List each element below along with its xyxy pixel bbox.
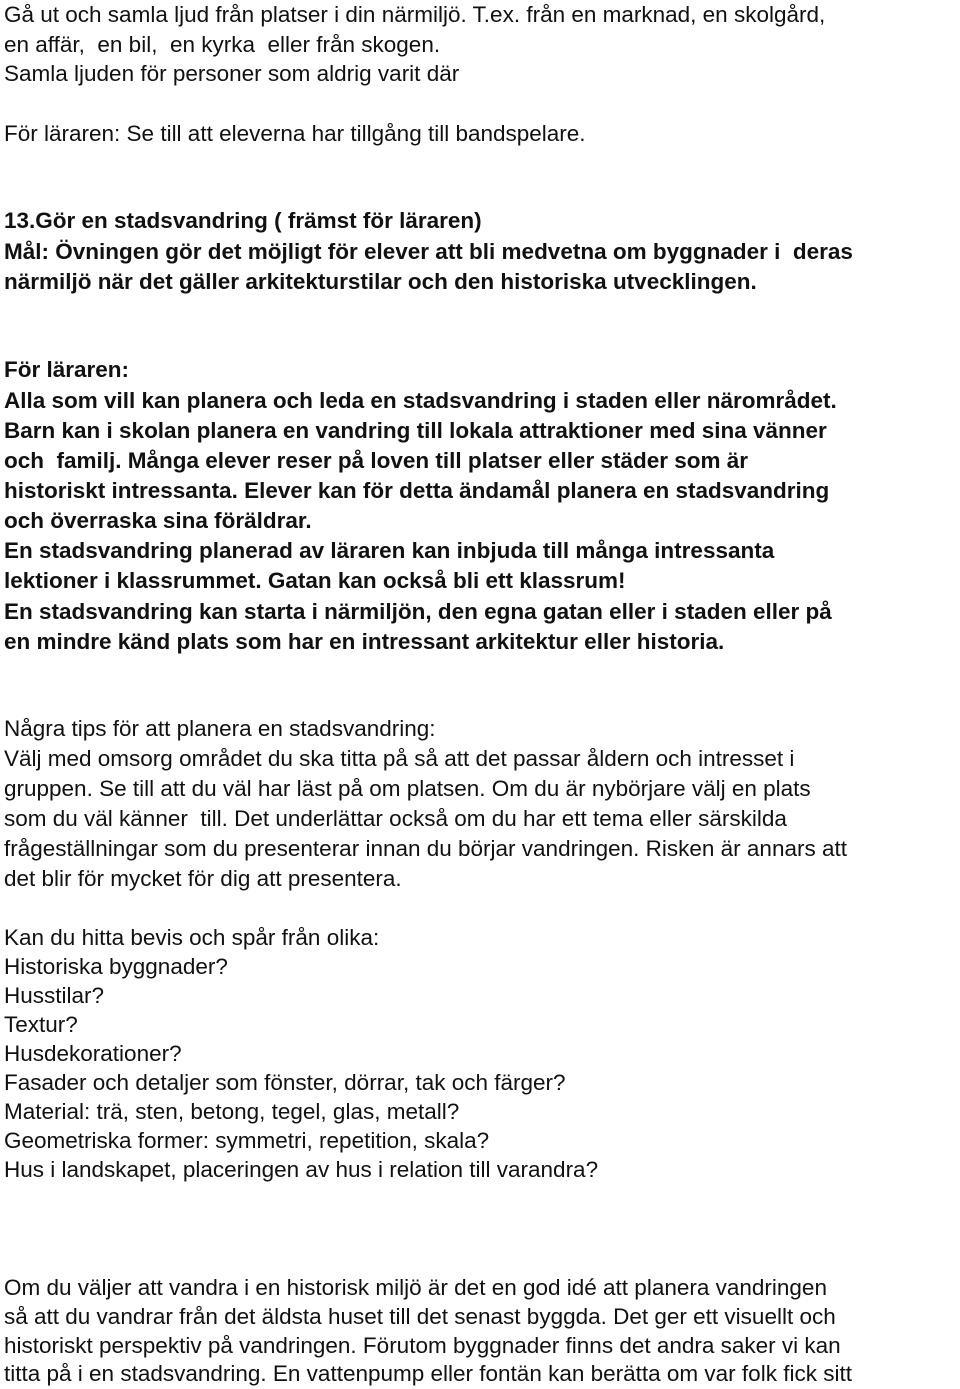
teacher-line: lektioner i klassrummet. Gatan kan också bli ett klassrum! [4,568,626,593]
teacher-line: och överraska sina föräldrar. [4,508,312,533]
evidence-item: Geometriska former: symmetri, repetition, skala? [4,1128,490,1153]
teacher-heading: För läraren: [4,357,130,382]
intro-line: en affär, en bil, en kyrka eller från skogen. [4,32,441,57]
intro-line: Gå ut och samla ljud från platser i din närmiljö. T.ex. från en marknad, en skolgård, [4,2,826,27]
goal-line: Mål: Övningen gör det möjligt för elever att bli medvetna om byggnader i deras [4,239,853,264]
teacher-line: En stadsvandring planerad av läraren kan inbjuda till många intressanta [4,538,775,563]
evidence-item: Material: trä, sten, betong, tegel, glas, metall? [4,1099,460,1124]
tips-line: gruppen. Se till att du väl har läst på om platsen. Om du är nybörjare välj en plats [4,776,811,801]
teacher-line: och familj. Många elever reser på loven till platser eller städer som är [4,448,749,473]
tips-line: som du väl känner till. Det underlättar också om du har ett tema eller särskilda [4,806,787,831]
evidence-item: Hus i landskapet, placeringen av hus i relation till varandra? [4,1157,599,1182]
teacher-line: en mindre känd plats som har en intressant arkitektur eller historia. [4,629,725,654]
tips-line: Välj med omsorg området du ska titta på så att det passar åldern och intresset i [4,746,795,771]
teacher-line: En stadsvandring kan starta i närmiljön, den egna gatan eller i staden eller på [4,599,832,624]
teacher-line: Alla som vill kan planera och leda en stadsvandring i staden eller närområdet. [4,388,837,413]
evidence-heading: Kan du hitta bevis och spår från olika: [4,925,380,950]
evidence-item: Husstilar? [4,983,105,1008]
goal-line: närmiljö när det gäller arkitekturstilar och den historiska utvecklingen. [4,269,757,294]
teacher-note: För läraren: Se till att eleverna har tillgång till bandspelare. [4,121,586,146]
evidence-item: Historiska byggnader? [4,954,228,979]
closing-line: så att du vandrar från det äldsta huset till det senast byggda. Det ger ett visuellt och [4,1304,836,1329]
tips-line: det blir för mycket för dig att presentera. [4,866,402,891]
section-title: 13.Gör en stadsvandring ( främst för läraren) [4,208,482,233]
teacher-line: historiskt intressanta. Elever kan för detta ändamål planera en stadsvandring [4,478,830,503]
closing-line: historiskt perspektiv på vandringen. Förutom byggnader finns det andra saker vi kan [4,1333,841,1358]
evidence-item: Fasader och detaljer som fönster, dörrar, tak och färger? [4,1070,566,1095]
closing-line: titta på i en stadsvandring. En vattenpump eller fontän kan berätta om var folk fick sitt [4,1361,852,1386]
intro-line: Samla ljuden för personer som aldrig varit där [4,61,460,86]
teacher-line: Barn kan i skolan planera en vandring till lokala attraktioner med sina vänner [4,418,827,443]
closing-line: Om du väljer att vandra i en historisk miljö är det en god idé att planera vandringen [4,1275,827,1300]
evidence-item: Textur? [4,1012,78,1037]
tips-line: frågeställningar som du presenterar innan du börjar vandringen. Risken är annars att [4,836,847,861]
evidence-item: Husdekorationer? [4,1041,182,1066]
tips-heading: Några tips för att planera en stadsvandring: [4,716,436,741]
